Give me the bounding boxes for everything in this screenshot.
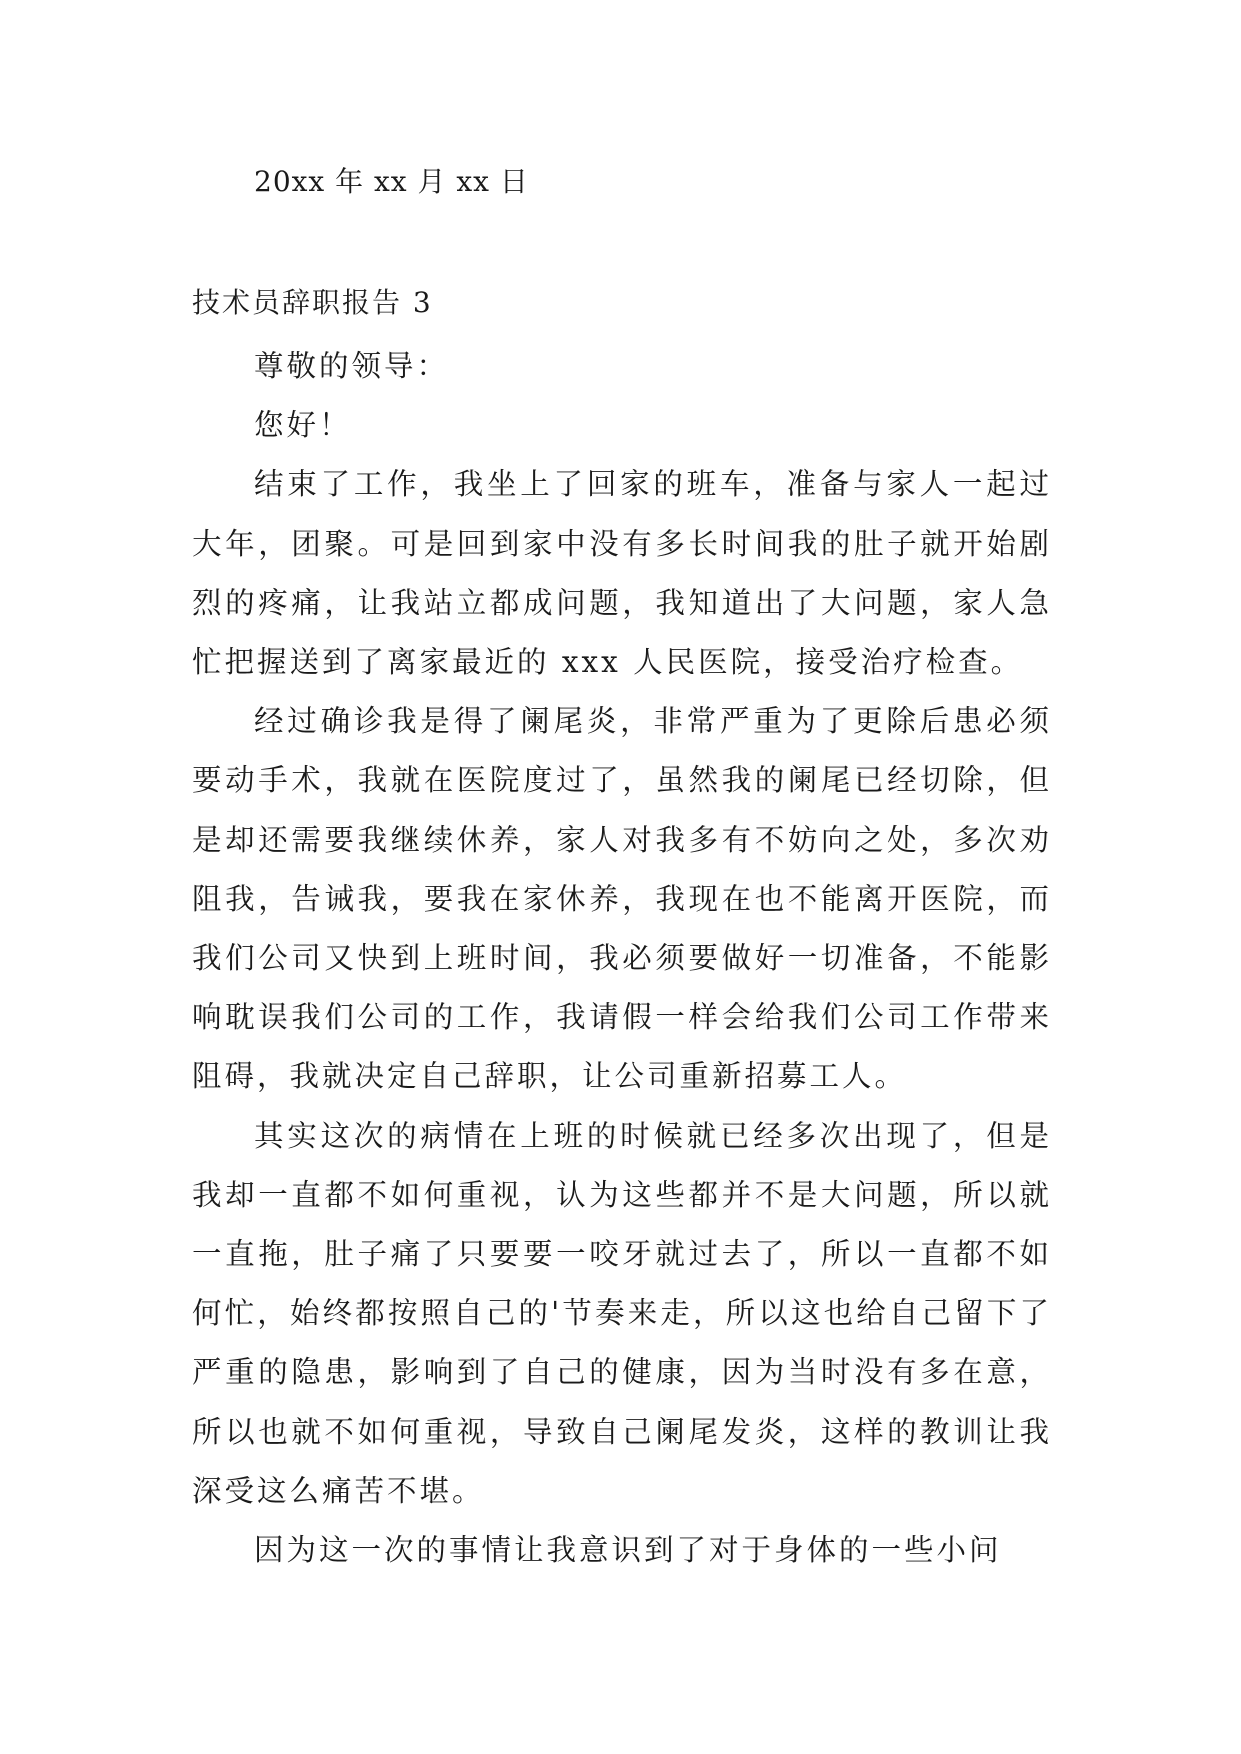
paragraph: 经过确诊我是得了阑尾炎，非常严重为了更除后患必须要动手术，我就在医院度过了，虽然我的阑尾已经切除，但是却还需要我继续休养，家人对我多有不妨向之处，多次劝阻我，告诫我，要我在家休养，我现在也不能离开医院，而我们公司又快到上班时间，我必须要做好一切准备，不能影响耽误我们公司的工作，我请假一样会给我们公司工作带来阻碍，我就决定自己辞职，让公司重新招募工人。	[192, 704, 1052, 1094]
greeting: 您好！	[254, 408, 352, 443]
document-title: 技术员辞职报告 3	[192, 286, 433, 319]
date-line: 20xx 年 xx 月 xx 日	[254, 165, 529, 198]
paragraph: 结束了工作，我坐上了回家的班车，准备与家人一起过大年，团聚。可是回到家中没有多长时间我的肚子就开始剧烈的疼痛，让我站立都成问题，我知道出了大问题，家人急忙把握送到了离家最近的 xxx 人民医院，接受治疗检查。	[192, 467, 1052, 680]
letter-body	[192, 337, 1052, 1580]
salutation: 尊敬的领导：	[254, 349, 450, 383]
paragraph: 其实这次的病情在上班的时候就已经多次出现了，但是我却一直都不如何重视，认为这些都并不是大问题，所以就一直拖，肚子痛了只要要一咬牙就过去了，所以一直都不如何忙，始终都按照自己的'节奏来走，所以这也给自己留下了严重的隐患，影响到了自己的健康，因为当时没有多在意，所以也就不如何重视，导致自己阑尾发炎，这样的教训让我深受这么痛苦不堪。	[192, 1118, 1052, 1508]
paragraph: 因为这一次的事情让我意识到了对于身体的一些小问	[254, 1533, 1002, 1568]
